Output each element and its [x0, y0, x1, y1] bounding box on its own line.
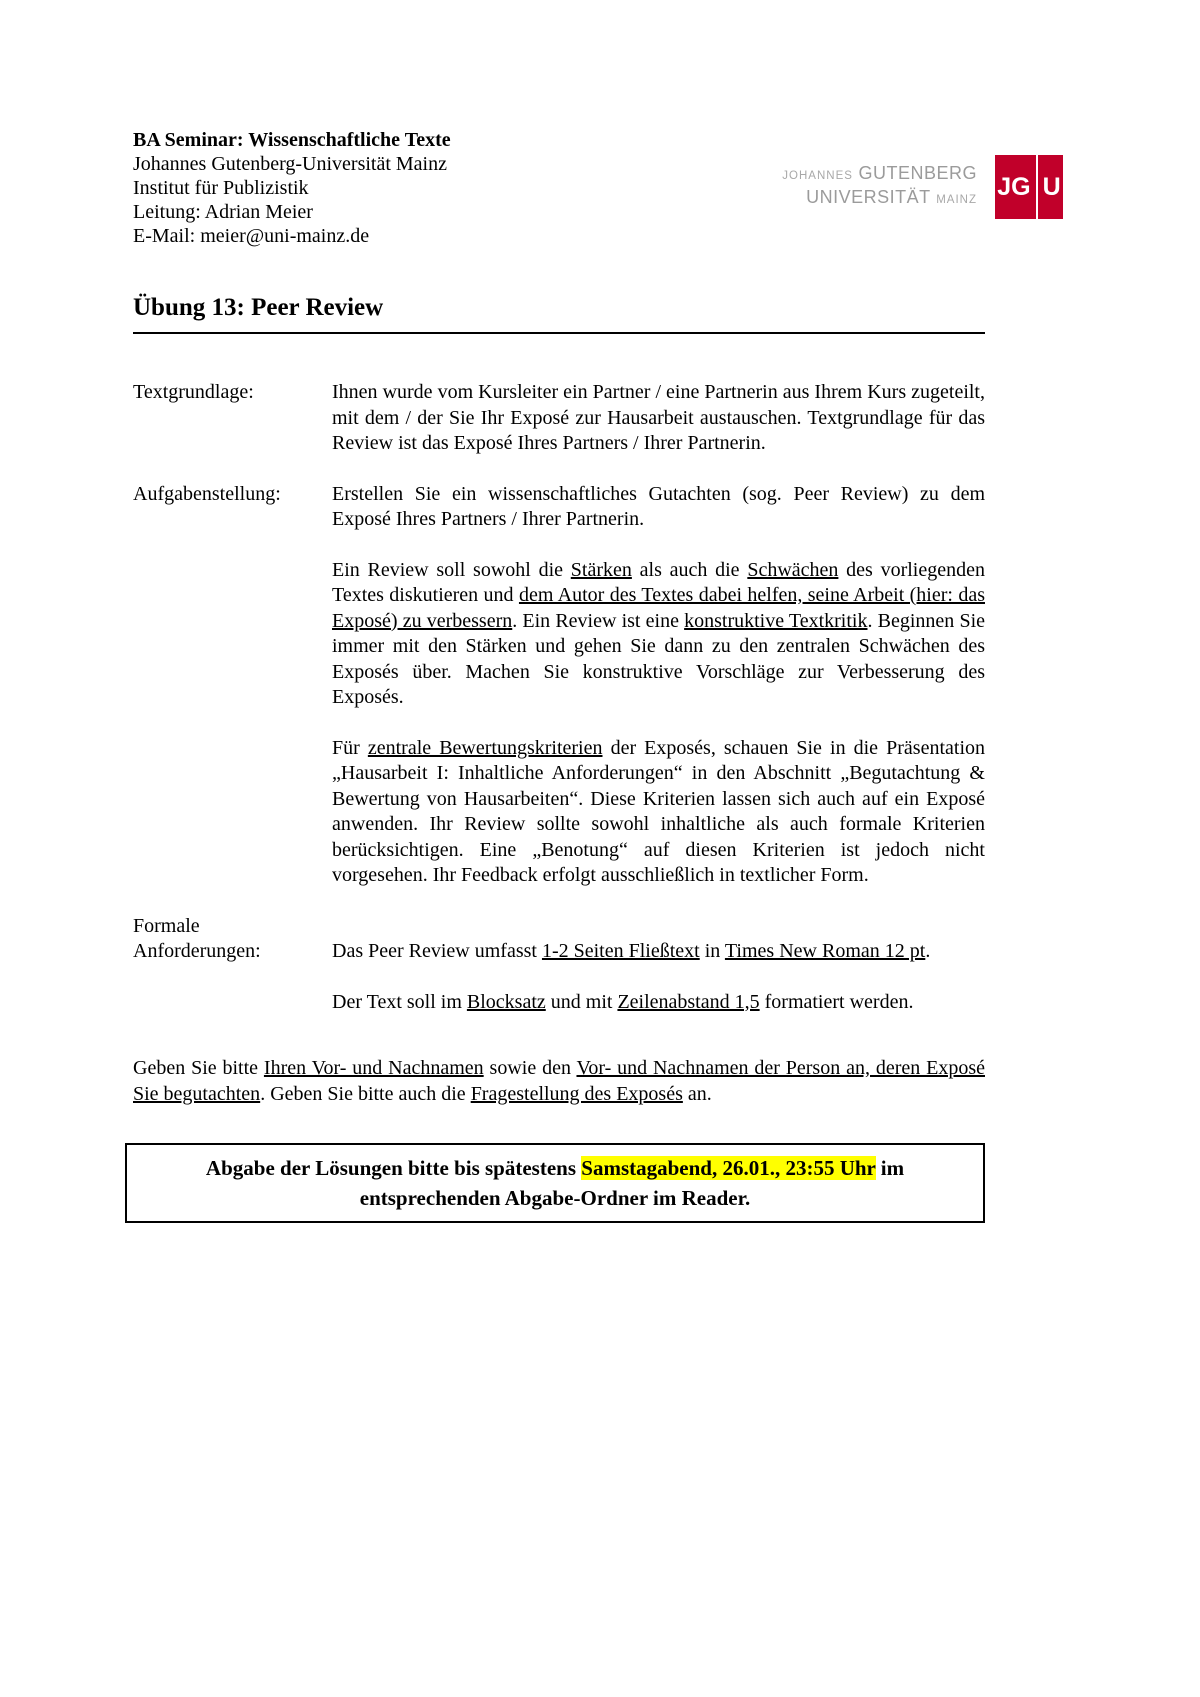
underlined-text: Ihren Vor- und Nachnamen	[263, 1057, 484, 1079]
seminar-title: BA Seminar: Wissenschaftliche Texte	[133, 129, 451, 151]
logo-mark-jg: JG	[997, 172, 1031, 201]
section-aufgabenstellung	[133, 482, 985, 914]
textgrundlage-label: Textgrundlage:	[133, 381, 254, 403]
section-formale-anforderungen	[133, 914, 985, 1041]
deadline-box	[125, 1143, 985, 1223]
deadline-text: Abgabe der Lösungen bitte bis spätestens Samstagabend, 26.01., 23:55 Uhr im entsprechenden Abgabe-Ordner im Reader.	[205, 1156, 905, 1210]
underlined-text: Zeilenabstand 1,5	[617, 990, 760, 1013]
aufgabenstellung-paragraph-3: Für zentrale Bewertungskriterien der Exposés, schauen Sie in die Präsentation „Hausarbeit I: Inhaltliche Anforderungen“ in den Abschnitt „Begutachtung & Bewertung von Hausarbeiten“. Diese Kriterien lassen sich auch auf ein Exposé anwenden. Ihr Review sollte sowohl inhaltliche als auch formale Kriterien berücksichtigen. Eine „Benotung“ auf diesen Kriterien ist jedoch nicht vorgesehen. Ihr Feedback erfolgt ausschließlich in textlicher Form.	[332, 736, 985, 886]
aufgabenstellung-label: Aufgabenstellung:	[133, 482, 281, 505]
formale-label-line1: Formale	[133, 914, 200, 937]
logo-mark-divider	[1036, 155, 1038, 219]
logo-word-universitaet: UNIVERSITÄT	[806, 187, 931, 207]
underlined-text: 1-2 Seiten Fließtext	[541, 940, 700, 962]
document-header	[133, 128, 985, 248]
section-textgrundlage	[133, 380, 985, 482]
logo-mark-u: U	[1042, 172, 1061, 201]
underlined-text: Vor- und Nachnamen der Person an, deren Exposé Sie begutachten	[133, 1057, 985, 1105]
aufgabenstellung-body	[332, 482, 985, 914]
underlined-text: Times New Roman 12 pt	[724, 940, 926, 962]
underlined-text: Fragestellung des Exposés	[470, 1083, 683, 1105]
page-title: Übung 13: Peer Review	[133, 294, 985, 334]
highlighted-text: Samstagabend, 26.01., 23:55 Uhr	[581, 1156, 876, 1180]
underlined-text: zentrale Bewertungskriterien	[367, 736, 603, 759]
jgu-logo-mark	[995, 155, 1063, 219]
closing-paragraph: Geben Sie bitte Ihren Vor- und Nachnamen sowie den Vor- und Nachnamen der Person an, deren Exposé Sie begutachten. Geben Sie bitte auch die Fragestellung des Exposés an.	[133, 1057, 985, 1105]
underlined-text: dem Autor des Textes dabei helfen, seine Arbeit (hier: das Exposé) zu verbessern	[332, 584, 985, 632]
formale-label-line2: Anforderungen:	[133, 940, 261, 962]
university-name: Johannes Gutenberg-Universität Mainz	[133, 153, 447, 175]
underlined-text: Stärken	[570, 558, 632, 581]
aufgabenstellung-paragraph-2: Ein Review soll sowohl die Stärken als auch die Schwächen des vorliegenden Textes diskutieren und dem Autor des Textes dabei helfen, seine Arbeit (hier: das Exposé) zu verbessern. Ein Review ist eine konstruktive Textkritik. Beginnen Sie immer mit den Stärken und gehen Sie dann zu den zentralen Schwächen des Exposés über. Machen Sie konstruktive Vorschläge zur Verbesserung des Exposés.	[332, 558, 986, 708]
underlined-text: konstruktive Textkritik	[684, 609, 868, 632]
formale-paragraph-2: Der Text soll im Blocksatz und mit Zeilenabstand 1,5 formatiert werden.	[332, 990, 914, 1013]
formale-body	[332, 914, 985, 1041]
underlined-text: Blocksatz	[466, 990, 546, 1013]
formale-paragraph-1: Das Peer Review umfasst 1-2 Seiten Fließtext in Times New Roman 12 pt.	[332, 940, 931, 962]
textgrundlage-paragraph: Ihnen wurde vom Kursleiter ein Partner / eine Partnerin aus Ihrem Kurs zugeteilt, mit dem / der Sie Ihr Exposé zur Hausarbeit austauschen. Textgrundlage für das Review ist das Exposé Ihres Partners / Ihrer Partnerin.	[332, 381, 985, 454]
logo-word-gutenberg: GUTENBERG	[858, 163, 977, 183]
email-line: E-Mail: meier@uni-mainz.de	[133, 225, 370, 247]
logo-word-johannes: JOHANNES	[782, 170, 853, 182]
institute-name: Institut für Publizistik	[133, 177, 309, 199]
formale-label	[133, 914, 332, 1041]
logo-word-mainz: MAINZ	[936, 194, 977, 206]
underlined-text: Schwächen	[747, 558, 839, 581]
content-area	[133, 128, 985, 1223]
aufgabenstellung-paragraph-1: Erstellen Sie ein wissenschaftliches Gutachten (sog. Peer Review) zu dem Exposé Ihres Partners / Ihrer Partnerin.	[332, 482, 985, 530]
lecturer-line: Leitung: Adrian Meier	[133, 201, 313, 223]
textgrundlage-body	[332, 380, 985, 482]
